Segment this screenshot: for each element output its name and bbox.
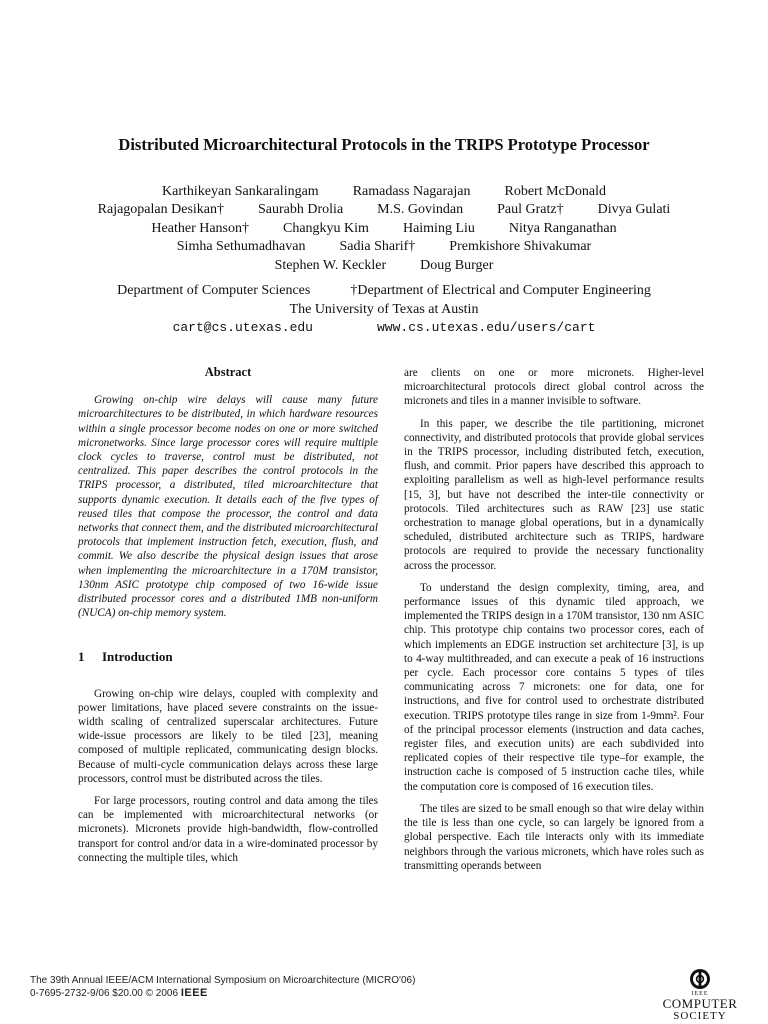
author-name: Karthikeyan Sankaralingam — [162, 184, 319, 199]
section-heading-introduction — [78, 650, 378, 664]
body-paragraph: are clients on one or more micronets. Higher-level microarchitectural protocols direct global control across the micronets and tiles in a manner invisible to software. — [404, 367, 704, 408]
body-paragraph: Growing on-chip wire delays, coupled with complexity and power limitations, have placed severe constraints on the issue-width scaling of centralized superscalar architectures. Future wide-issue processors are likely to be tiled [23], meaning composed of multiple replicated, communicating design blocks. Because of multi-cycle communication delays across these large processors, control must be distributed across the tiles. — [78, 687, 378, 785]
abstract-heading: Abstract — [204, 365, 252, 379]
department-ece: †Department of Electrical and Computer Engineering — [350, 283, 651, 298]
author-name: Changkyu Kim — [283, 220, 369, 236]
paper-title: Distributed Microarchitectural Protocols in the TRIPS Prototype Processor — [118, 135, 650, 154]
contact-row — [40, 319, 728, 338]
author-row — [40, 238, 728, 256]
body-paragraph: To understand the design complexity, timing, area, and performance issues of this dynamic tiled approach, we implemented the TRIPS design in a 170M transistor, 130 nm ASIC chip. This prototype chip contains two processor cores, each of which implements an EDGE instruction set architecture [3], is up to 4-way multithreaded, and can execute a peak of 16 instructions per cycle. Each processor core contains 5 types of tiles communicating across 7 micronets: one for data, one for instructions, and five for control used to orchestrate distributed execution. TRIPS prototype tiles range in size from 1-9mm². Four of the principal processor elements (instruction and data caches, register files, and execution units) are each subdivided into replicated copies of their respective tile type–for example, the instruction cache is composed of 5 instruction cache tiles, while the computation core is composed of 16 execution tiles. — [404, 581, 704, 793]
right-column — [404, 366, 704, 873]
section-number: 1 — [78, 649, 85, 665]
author-name: Simha Sethumadhavan — [176, 239, 306, 255]
author-name: Heather Hanson† — [151, 220, 249, 236]
author-name: Stephen W. Keckler — [274, 257, 387, 273]
department-cs: Department of Computer Sciences — [117, 283, 311, 298]
author-name: Paul Gratz† — [497, 202, 564, 218]
logo-small-text: IEEE — [691, 991, 709, 997]
abstract-text: Growing on-chip wire delays will cause many future microarchitectures to be distributed, in which hardware resources within a single processor become nodes on one or more switched micronetworks. Since large processor cores will require multiple clock cycles to traverse, control must be distributed, not centralized. This paper describes the control protocols in the TRIPS processor, a distributed, tiled microarchitecture that supports dynamic execution. It details each of the five types of reused tiles that compose the processor, the control and data networks that connect them, and the distributed microarchitectural protocols that implement instruction fetch, execution, flush, and commit. We also describe the physical design issues that arose when implementing the microarchitecture in a 170M transistor, 130nm ASIC prototype chip composed of two 16-wide issue distributed processor cores and a distributed 1MB non-uniform (NUCA) on-chip memory system. — [78, 394, 378, 620]
author-list — [40, 183, 728, 275]
author-name: Robert McDonald — [504, 184, 606, 199]
author-name: Divya Gulati — [597, 202, 671, 218]
contact-url[interactable]: www.cs.utexas.edu/users/cart — [377, 320, 596, 335]
author-name: Haiming Liu — [402, 220, 475, 236]
logo-line-1: COMPUTER — [662, 996, 738, 1011]
author-row — [40, 201, 728, 219]
affiliation-block — [40, 282, 728, 338]
ieee-computer-society-logo-icon — [689, 968, 711, 990]
university: The University of Texas at Austin — [289, 301, 479, 317]
body-paragraph: The tiles are sized to be small enough so that wire delay within the tile is less than one cycle, so can largely be ignored from a global perspective. Each tile interacts only with its immediate neighbors through the various micronets, which have roles such as transmitting operands between — [404, 802, 704, 872]
author-name: Sadia Sharif† — [339, 239, 416, 255]
logo-line-2: SOCIETY — [673, 1010, 727, 1022]
author-row — [40, 183, 728, 201]
conference-name: The 39th Annual IEEE/ACM International Symposium on Microarchitecture (MICRO'06) — [30, 975, 416, 986]
left-column — [78, 365, 378, 865]
isbn-price: 0-7695-2732-9/06 $20.00 © 2006 — [30, 988, 179, 999]
body-paragraph: In this paper, we describe the tile partitioning, micronet connectivity, and distributed protocols that provide global services in the TRIPS processor, including distributed fetch, execution, flush, and commit. Prior papers have described this approach to exploiting parallelism as well as high-level performance results [15, 3], but have not described the inter-tile connectivity or protocols. Tiled architectures such as RAW [23] use static orchestration to manage global operations, but in a dynamically scheduled, distributed architecture such as TRIPS, hardware protocols are required to provide the necessary functionality across the processor. — [404, 417, 704, 572]
section-title: Introduction — [102, 649, 173, 665]
author-name: Saurabh Drolia — [258, 202, 344, 218]
author-name: M.S. Govindan — [377, 202, 464, 218]
departments — [40, 282, 728, 301]
conference-footer — [30, 974, 415, 1000]
author-name: Rajagopalan Desikan† — [97, 202, 225, 218]
author-name: Nitya Ranganathan — [508, 220, 617, 236]
author-name: Premkishore Shivakumar — [449, 239, 592, 255]
copyright-line — [30, 987, 415, 1000]
contact-email[interactable]: cart@cs.utexas.edu — [172, 320, 313, 335]
computer-society-logo — [654, 968, 746, 1022]
body-paragraph: For large processors, routing control and data among the tiles can be implemented with microarchitectural networks (or micronets). Micronets provide high-bandwidth, flow-controlled transport for control and/or data in a wire-dominated processor by connecting the multiple tiles, which — [78, 795, 378, 864]
author-row — [40, 220, 728, 238]
ieee-wordmark: IEEE — [180, 987, 208, 999]
author-name: Ramadass Nagarajan — [352, 184, 471, 199]
author-row — [40, 257, 728, 275]
author-name: Doug Burger — [420, 257, 494, 273]
